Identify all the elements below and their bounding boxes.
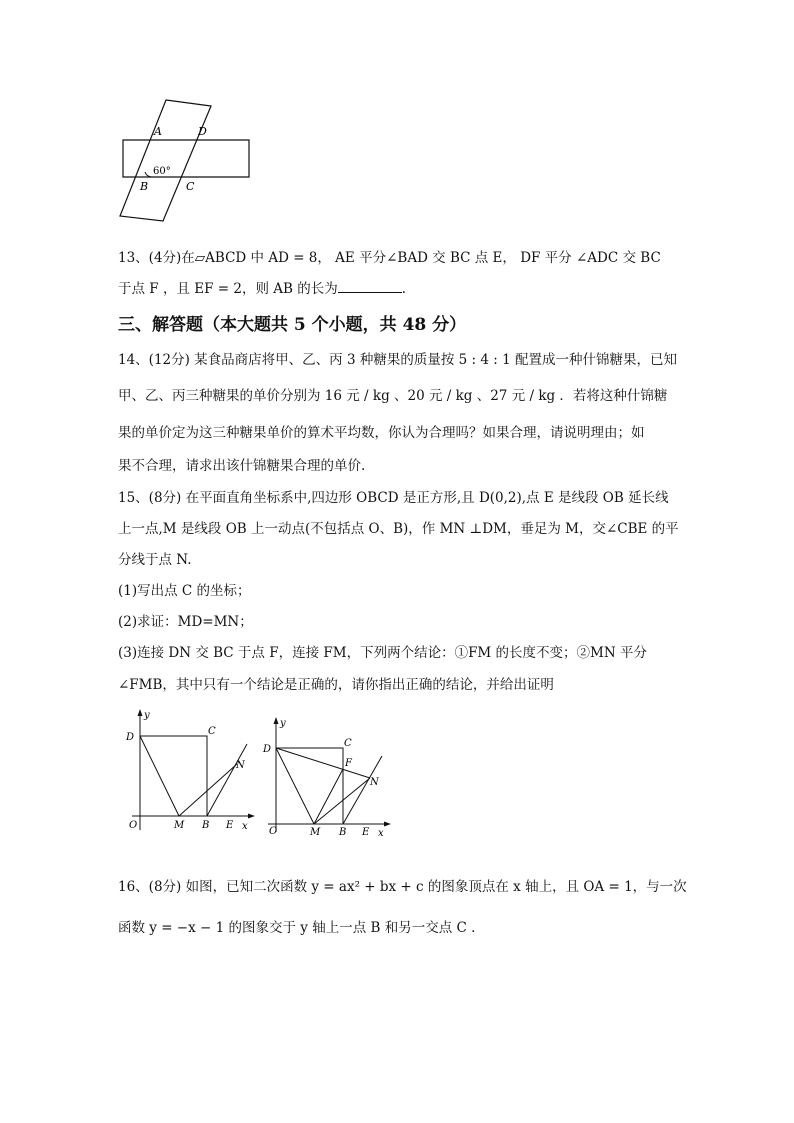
x-axis-arrow xyxy=(248,814,255,819)
q13-line2-end: . xyxy=(401,281,406,297)
label-n: N xyxy=(370,777,379,788)
label-m: M xyxy=(174,820,185,831)
y-axis-arrow xyxy=(274,717,279,724)
angle-arc xyxy=(145,172,152,177)
label-y: y xyxy=(144,710,150,721)
segment-fm xyxy=(314,769,343,824)
segment-dn xyxy=(276,748,370,778)
segment-mn xyxy=(314,778,370,824)
parallelogram-strip-figure xyxy=(110,98,270,228)
q13-line2-text: 于点 F ，且 EF = 2，则 AB 的长为 xyxy=(118,281,338,297)
label-c: C xyxy=(208,726,216,737)
coordinate-figure-right xyxy=(258,714,393,838)
label-e: E xyxy=(226,820,234,831)
q15-line1: 15、(8分) 在平面直角坐标系中,四边形 OBCD 是正方形,且 D(0,2),点 E 是线段 OB 延长线 xyxy=(118,490,669,506)
q13-line1: 13、(4分)在▱ABCD 中 AD = 8， AE 平分∠BAD 交 BC 点 E， DF 平分 ∠ADC 交 BC xyxy=(118,250,661,266)
q14-line4: 果不合理，请求出该什锦糖果合理的单价. xyxy=(118,458,366,474)
q16-line1: 16、(8分) 如图，已知二次函数 y = ax² + bx + c 的图象顶点在 x 轴上，且 OA = 1，与一次 xyxy=(118,879,687,895)
label-f: F xyxy=(345,758,352,769)
slanted-parallelogram xyxy=(120,100,211,221)
label-x: x xyxy=(378,828,384,838)
q13-line2 xyxy=(118,279,688,299)
bisector-bn xyxy=(207,744,247,816)
label-o: O xyxy=(269,826,278,837)
q14-line1: 14、(12分) 某食品商店将甲、乙、丙 3 种糖果的质量按 5 : 4 : 1 配置成一种什锦糖果，已知 xyxy=(118,352,677,368)
segment-mn xyxy=(179,764,237,816)
label-c: C xyxy=(344,738,352,749)
q14-line3: 果的单价定为这三种糖果单价的算术平均数，你认为合理吗？如果合理，请说明理由；如 xyxy=(118,425,645,441)
coordinate-figure-left xyxy=(118,706,258,834)
label-d: D xyxy=(198,125,207,138)
label-x: x xyxy=(242,821,248,832)
q15-line2: 上一点,M 是线段 OB 上一动点(不包括点 O、B)，作 MN ⊥DM，垂足为 M，交∠CBE 的平 xyxy=(118,521,679,537)
q16-line2: 函数 y = −x − 1 的图象交于 y 轴上一点 B 和另一交点 C . xyxy=(118,920,476,936)
q15-part3-line1: (3)连接 DN 交 BC 于点 F，连接 FM，下列两个结论：①FM 的长度不变；②MN 平分 xyxy=(118,645,647,661)
label-b: B xyxy=(140,180,149,193)
label-m: M xyxy=(310,827,321,838)
segment-dm xyxy=(140,736,179,816)
y-axis-arrow xyxy=(138,709,143,716)
label-b: B xyxy=(202,820,210,831)
angle-label: 60° xyxy=(153,166,171,177)
q15-part1: (1)写出点 C 的坐标； xyxy=(118,583,251,599)
q15-part2: (2)求证：MD=MN； xyxy=(118,614,253,630)
label-e: E xyxy=(362,827,370,838)
answer-blank xyxy=(338,279,402,293)
label-o: O xyxy=(129,820,138,831)
label-d: D xyxy=(263,744,272,755)
x-axis-arrow xyxy=(384,822,391,827)
segment-dm xyxy=(276,748,314,824)
label-c: C xyxy=(186,180,195,193)
section-heading: 三、解答题（本大题共 5 个小题，共 48 分） xyxy=(118,315,467,335)
q15-part3-line2: ∠FMB，其中只有一个结论是正确的，请你指出正确的结论，并给出证明 xyxy=(118,677,554,693)
square-obcd xyxy=(276,748,343,824)
label-d: D xyxy=(126,732,135,743)
label-b: B xyxy=(339,827,347,838)
q15-line3: 分线于点 N. xyxy=(118,552,192,568)
label-a: A xyxy=(154,125,162,138)
label-n: N xyxy=(236,760,245,771)
horizontal-strip xyxy=(123,140,249,177)
label-y: y xyxy=(280,718,286,729)
q14-line2: 甲、乙、丙三种糖果的单价分别为 16 元 / kg 、20 元 / kg 、27 元 / kg ．若将这种什锦糖 xyxy=(118,388,668,404)
